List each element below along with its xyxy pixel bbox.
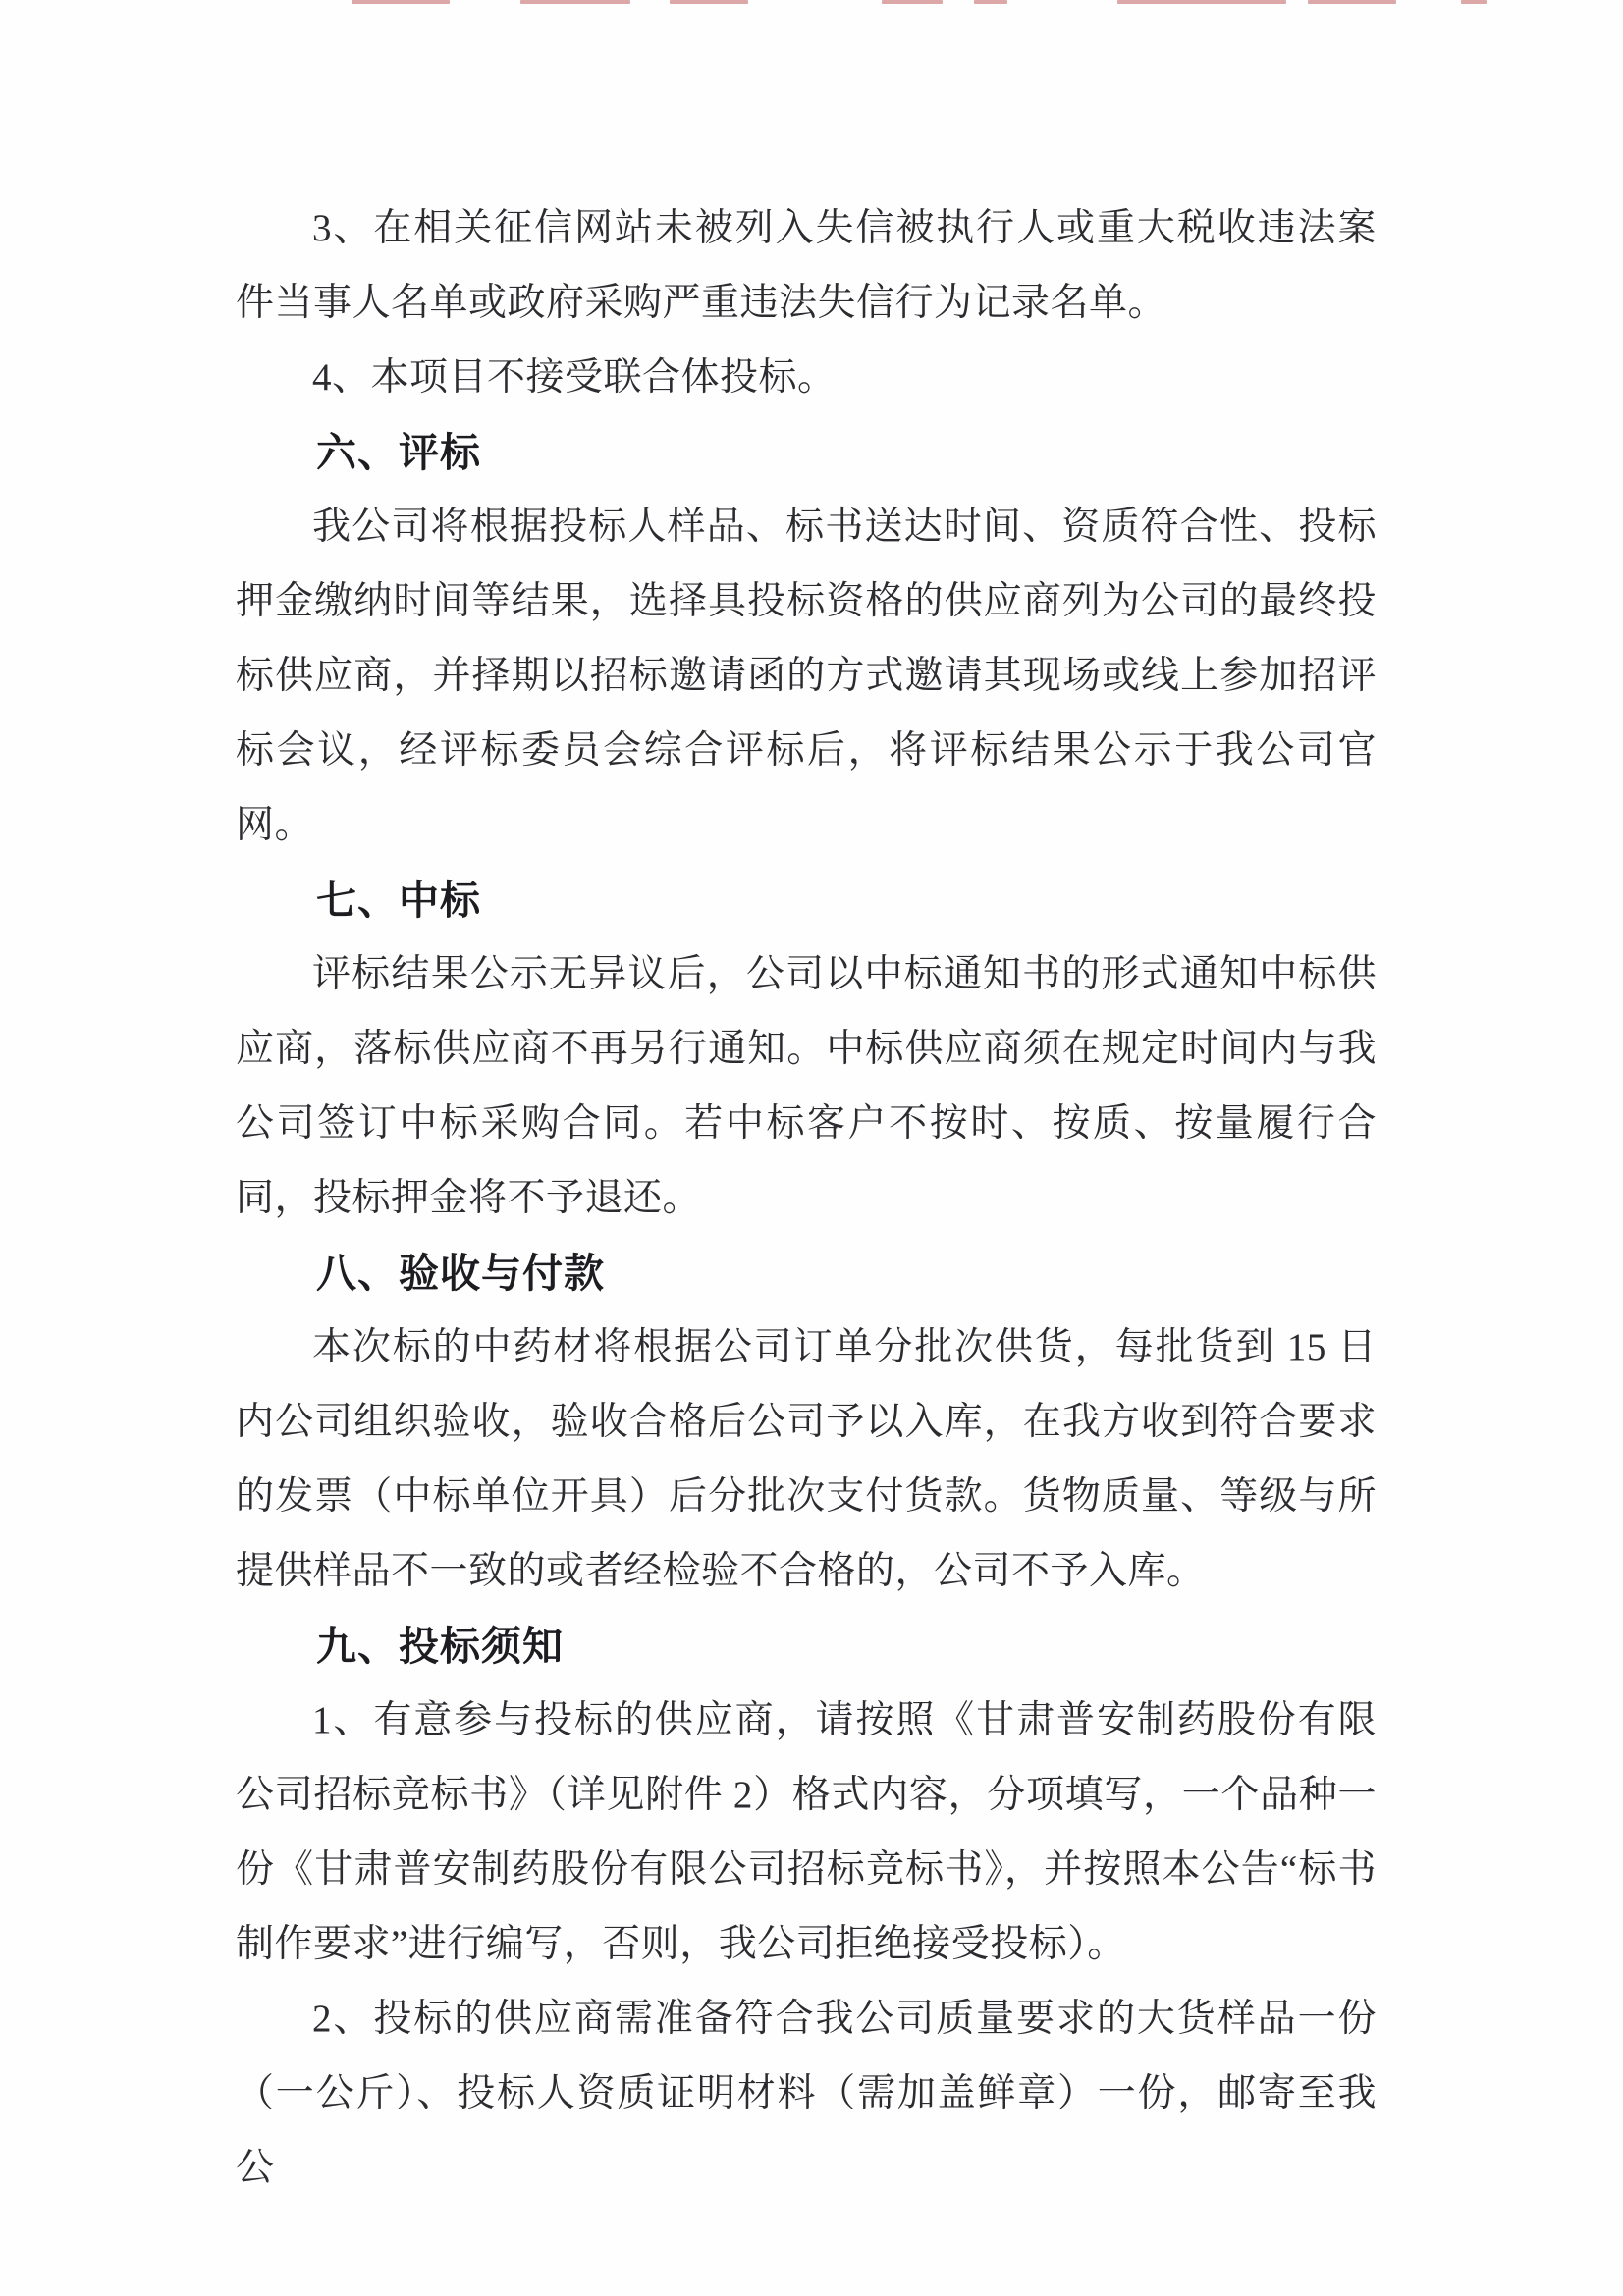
paragraph: 3、在相关征信网站未被列入失信被执行人或重大税收违法案件当事人名单或政府采购严重违法失信行为记录名单。 (236, 207, 1377, 324)
paragraph: 我公司将根据投标人样品、标书送达时间、资质符合性、投标押金缴纳时间等结果，选择具投标资格的供应商列为公司的最终投标供应商，并择期以招标邀请函的方式邀请其现场或线上参加招评标会议，经评标委员会综合评标后，将评标结果公示于我公司官网。 (236, 506, 1377, 846)
paragraph: 1、有意参与投标的供应商，请按照《甘肃普安制药股份有限公司招标竞标书》（详见附件 2）格式内容，分项填写，一个品种一份《甘肃普安制药股份有限公司招标竞标书》，并按照本公告“标书制作要求”进行编写，否则，我公司拒绝接受投标）。 (236, 1699, 1377, 1965)
red-mark-fragment (670, 0, 748, 4)
section-heading: 八、验收与付款 (316, 1251, 605, 1296)
paragraph: 评标结果公示无异议后，公司以中标通知书的形式通知中标供应商，落标供应商不再另行通知。中标供应商须在规定时间内与我公司签订中标采购合同。若中标客户不按时、按质、按量履行合同，投标押金将不予退还。 (236, 953, 1377, 1219)
red-mark-fragment (882, 0, 943, 4)
paragraph: 本次标的中药材将根据公司订单分批次供货，每批货到 15 日内公司组织验收，验收合格后公司予以入库，在我方收到符合要求的发票（中标单位开具）后分批次支付货款。货物质量、等级与所提供样品不一致的或者经检验不合格的，公司不予入库。 (236, 1326, 1377, 1592)
red-mark-fragment (974, 0, 1007, 4)
paragraph: 4、本项目不接受联合体投标。 (312, 356, 837, 399)
red-mark-fragment (1117, 0, 1286, 4)
red-mark-fragment (352, 0, 450, 4)
section-heading: 六、评标 (316, 430, 481, 475)
section-heading: 九、投标须知 (316, 1624, 564, 1669)
section-heading: 七、中标 (316, 878, 481, 923)
paragraph: 2、投标的供应商需准备符合我公司质量要求的大货样品一份（一公斤）、投标人资质证明材料（需加盖鲜章）一份，邮寄至我公 (236, 1998, 1377, 2189)
scan-artifact-marks (0, 0, 1623, 10)
red-mark-fragment (1308, 0, 1396, 4)
red-mark-fragment (520, 0, 630, 4)
document-body (236, 191, 1377, 2206)
red-mark-fragment (1461, 0, 1487, 4)
